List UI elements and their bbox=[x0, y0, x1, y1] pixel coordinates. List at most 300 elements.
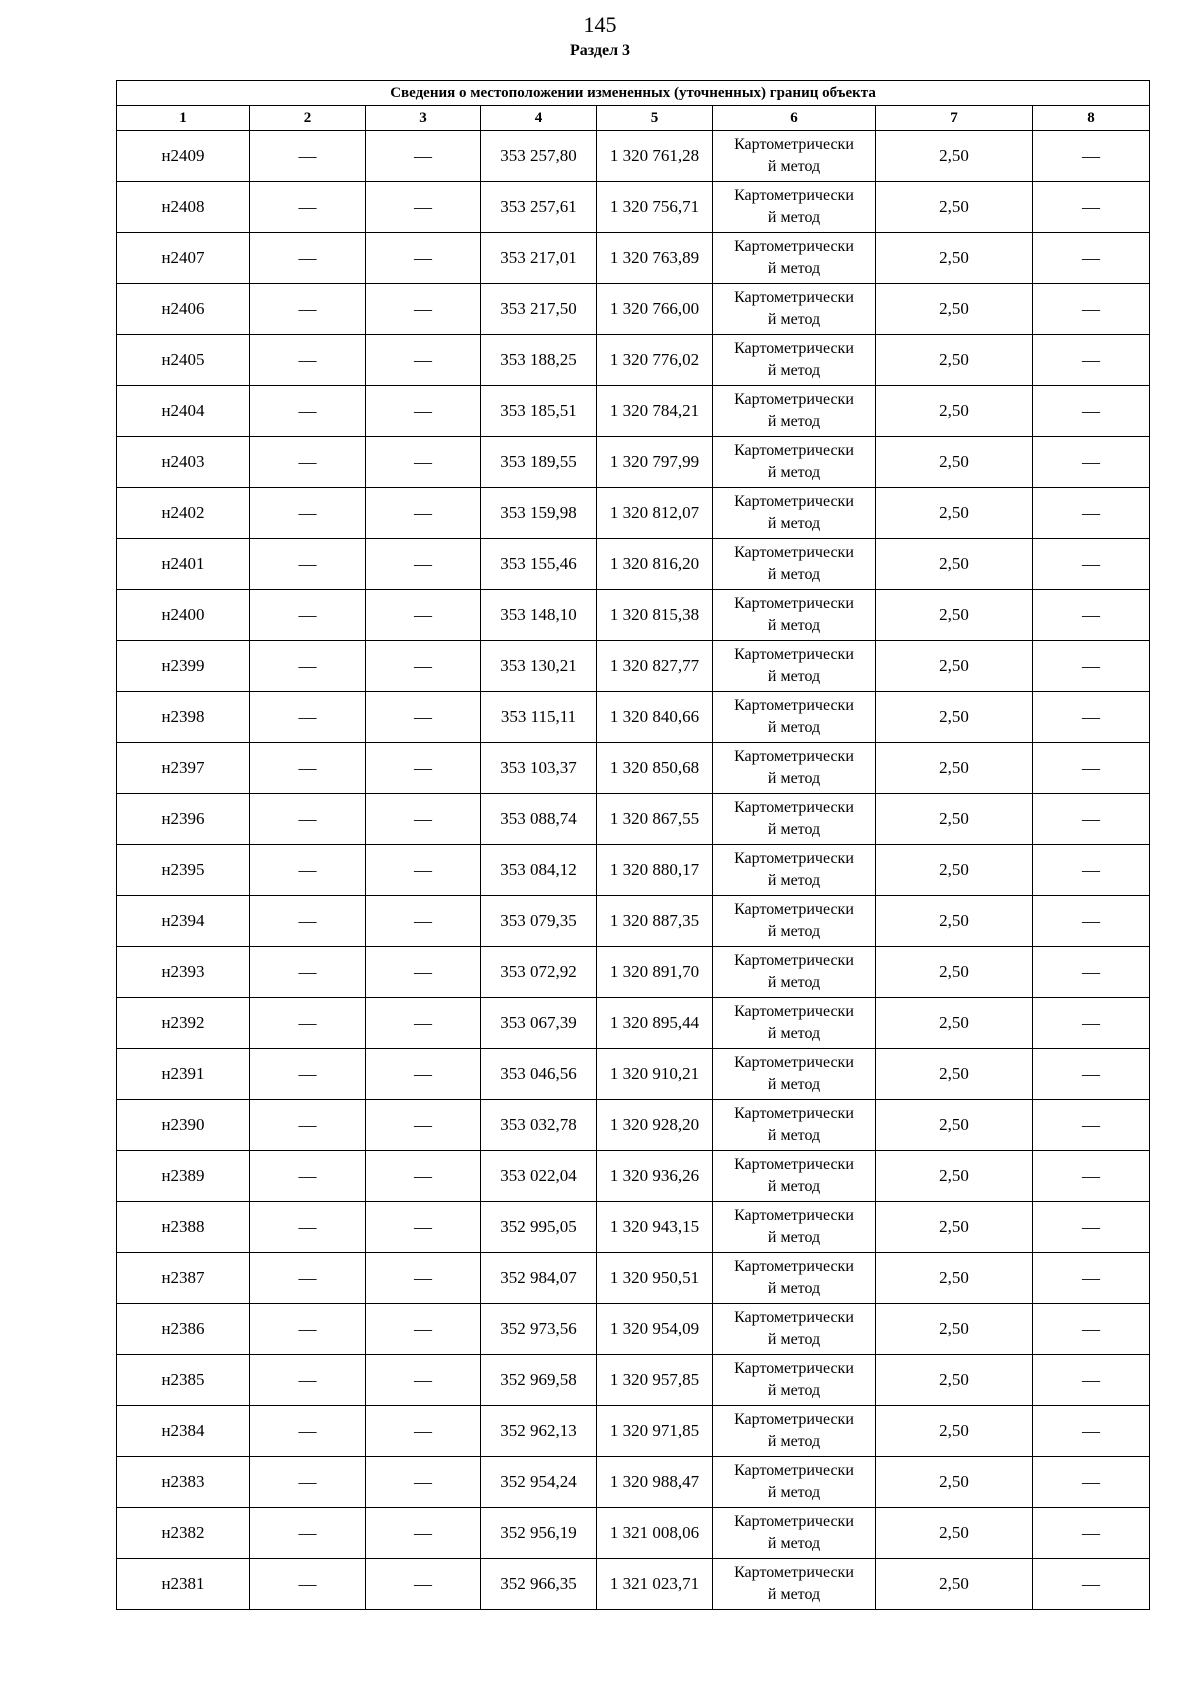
method-text-line1: Картометрически bbox=[734, 850, 854, 867]
point-name-cell: н2408 bbox=[117, 182, 250, 233]
method-cell bbox=[713, 794, 876, 845]
table-row bbox=[117, 1253, 1150, 1304]
method-text-line2: й метод bbox=[767, 1280, 821, 1297]
method-cell bbox=[713, 1100, 876, 1151]
table-row bbox=[117, 692, 1150, 743]
table-row bbox=[117, 590, 1150, 641]
table-row bbox=[117, 998, 1150, 1049]
column-number: 8 bbox=[1033, 106, 1150, 131]
table-row bbox=[117, 1355, 1150, 1406]
point-name-cell: н2403 bbox=[117, 437, 250, 488]
table-row bbox=[117, 1100, 1150, 1151]
dash-cell: — bbox=[366, 845, 481, 896]
point-name-cell: н2392 bbox=[117, 998, 250, 1049]
method-cell bbox=[713, 1151, 876, 1202]
table-row bbox=[117, 1406, 1150, 1457]
dash-cell: — bbox=[1033, 1355, 1150, 1406]
y-coordinate-cell: 1 321 023,71 bbox=[597, 1559, 713, 1610]
dash-cell: — bbox=[250, 1355, 366, 1406]
dash-cell: — bbox=[1033, 692, 1150, 743]
dash-cell: — bbox=[250, 1253, 366, 1304]
column-number: 5 bbox=[597, 106, 713, 131]
method-cell bbox=[713, 1202, 876, 1253]
method-text-line1: Картометрически bbox=[734, 799, 854, 816]
point-name-cell: н2391 bbox=[117, 1049, 250, 1100]
method-text-line2: й метод bbox=[767, 617, 821, 634]
table-row bbox=[117, 437, 1150, 488]
table-caption: Сведения о местоположении измененных (уточненных) границ объекта bbox=[117, 81, 1150, 106]
x-coordinate-cell: 353 155,46 bbox=[481, 539, 597, 590]
dash-cell: — bbox=[366, 1457, 481, 1508]
dash-cell: — bbox=[366, 1508, 481, 1559]
y-coordinate-cell: 1 320 761,28 bbox=[597, 131, 713, 182]
dash-cell: — bbox=[250, 182, 366, 233]
dash-cell: — bbox=[1033, 335, 1150, 386]
y-coordinate-cell: 1 320 840,66 bbox=[597, 692, 713, 743]
table-row bbox=[117, 794, 1150, 845]
dash-cell: — bbox=[250, 1049, 366, 1100]
x-coordinate-cell: 353 103,37 bbox=[481, 743, 597, 794]
method-cell bbox=[713, 386, 876, 437]
section-title: Раздел 3 bbox=[569, 42, 631, 59]
dash-cell: — bbox=[1033, 947, 1150, 998]
dash-cell: — bbox=[250, 896, 366, 947]
y-coordinate-cell: 1 320 763,89 bbox=[597, 233, 713, 284]
dash-cell: — bbox=[366, 896, 481, 947]
x-coordinate-cell: 353 217,01 bbox=[481, 233, 597, 284]
table-row bbox=[117, 182, 1150, 233]
method-text-line1: Картометрически bbox=[734, 1207, 854, 1224]
dash-cell: — bbox=[366, 233, 481, 284]
dash-cell: — bbox=[250, 998, 366, 1049]
y-coordinate-cell: 1 320 816,20 bbox=[597, 539, 713, 590]
x-coordinate-cell: 353 185,51 bbox=[481, 386, 597, 437]
method-text-line1: Картометрически bbox=[734, 136, 854, 153]
dash-cell: — bbox=[1033, 794, 1150, 845]
point-name-cell: н2396 bbox=[117, 794, 250, 845]
dash-cell: — bbox=[1033, 233, 1150, 284]
column-number: 7 bbox=[876, 106, 1033, 131]
point-name-cell: н2382 bbox=[117, 1508, 250, 1559]
method-text-line1: Картометрически bbox=[734, 1564, 854, 1581]
method-text-line1: Картометрически bbox=[734, 1156, 854, 1173]
dash-cell: — bbox=[1033, 1406, 1150, 1457]
dash-cell: — bbox=[366, 1202, 481, 1253]
accuracy-cell: 2,50 bbox=[876, 335, 1033, 386]
method-cell bbox=[713, 1508, 876, 1559]
method-text-line1: Картометрически bbox=[734, 340, 854, 357]
dash-cell: — bbox=[250, 131, 366, 182]
dash-cell: — bbox=[366, 1355, 481, 1406]
point-name-cell: н2393 bbox=[117, 947, 250, 998]
dash-cell: — bbox=[250, 284, 366, 335]
method-text-line2: й метод bbox=[767, 209, 821, 226]
table-row bbox=[117, 845, 1150, 896]
dash-cell: — bbox=[366, 1559, 481, 1610]
method-text-line1: Картометрически bbox=[734, 1054, 854, 1071]
y-coordinate-cell: 1 320 910,21 bbox=[597, 1049, 713, 1100]
point-name-cell: н2400 bbox=[117, 590, 250, 641]
table-row bbox=[117, 386, 1150, 437]
dash-cell: — bbox=[250, 845, 366, 896]
accuracy-cell: 2,50 bbox=[876, 539, 1033, 590]
table-row bbox=[117, 1457, 1150, 1508]
dash-cell: — bbox=[366, 182, 481, 233]
x-coordinate-cell: 353 130,21 bbox=[481, 641, 597, 692]
dash-cell: — bbox=[1033, 1559, 1150, 1610]
dash-cell: — bbox=[366, 386, 481, 437]
accuracy-cell: 2,50 bbox=[876, 437, 1033, 488]
method-text-line2: й метод bbox=[767, 1331, 821, 1348]
method-cell bbox=[713, 437, 876, 488]
dash-cell: — bbox=[366, 641, 481, 692]
x-coordinate-cell: 353 257,80 bbox=[481, 131, 597, 182]
dash-cell: — bbox=[366, 284, 481, 335]
table-row bbox=[117, 1151, 1150, 1202]
dash-cell: — bbox=[1033, 131, 1150, 182]
x-coordinate-cell: 352 969,58 bbox=[481, 1355, 597, 1406]
x-coordinate-cell: 353 257,61 bbox=[481, 182, 597, 233]
x-coordinate-cell: 352 954,24 bbox=[481, 1457, 597, 1508]
method-text-line1: Картометрически bbox=[734, 748, 854, 765]
method-cell bbox=[713, 998, 876, 1049]
table-caption-row bbox=[117, 81, 1150, 106]
dash-cell: — bbox=[366, 998, 481, 1049]
point-name-cell: н2407 bbox=[117, 233, 250, 284]
accuracy-cell: 2,50 bbox=[876, 1406, 1033, 1457]
method-cell bbox=[713, 845, 876, 896]
x-coordinate-cell: 353 067,39 bbox=[481, 998, 597, 1049]
dash-cell: — bbox=[250, 437, 366, 488]
method-text-line2: й метод bbox=[767, 1586, 821, 1603]
y-coordinate-cell: 1 320 815,38 bbox=[597, 590, 713, 641]
method-text-line2: й метод bbox=[767, 1178, 821, 1195]
accuracy-cell: 2,50 bbox=[876, 1304, 1033, 1355]
method-text-line1: Картометрически bbox=[734, 697, 854, 714]
x-coordinate-cell: 352 966,35 bbox=[481, 1559, 597, 1610]
point-name-cell: н2381 bbox=[117, 1559, 250, 1610]
method-text-line2: й метод bbox=[767, 923, 821, 940]
x-coordinate-cell: 352 984,07 bbox=[481, 1253, 597, 1304]
method-text-line1: Картометрически bbox=[734, 1003, 854, 1020]
accuracy-cell: 2,50 bbox=[876, 1100, 1033, 1151]
dash-cell: — bbox=[250, 1559, 366, 1610]
method-text-line1: Картометрически bbox=[734, 1513, 854, 1530]
method-text-line1: Картометрически bbox=[734, 493, 854, 510]
method-cell bbox=[713, 947, 876, 998]
dash-cell: — bbox=[366, 437, 481, 488]
dash-cell: — bbox=[366, 131, 481, 182]
dash-cell: — bbox=[250, 1151, 366, 1202]
table-row bbox=[117, 233, 1150, 284]
method-cell bbox=[713, 488, 876, 539]
accuracy-cell: 2,50 bbox=[876, 1457, 1033, 1508]
method-cell bbox=[713, 641, 876, 692]
dash-cell: — bbox=[1033, 437, 1150, 488]
method-text-line2: й метод bbox=[767, 770, 821, 787]
y-coordinate-cell: 1 320 943,15 bbox=[597, 1202, 713, 1253]
method-cell bbox=[713, 692, 876, 743]
point-name-cell: н2388 bbox=[117, 1202, 250, 1253]
accuracy-cell: 2,50 bbox=[876, 284, 1033, 335]
column-number: 1 bbox=[117, 106, 250, 131]
dash-cell: — bbox=[366, 1304, 481, 1355]
y-coordinate-cell: 1 320 797,99 bbox=[597, 437, 713, 488]
dash-cell: — bbox=[1033, 1508, 1150, 1559]
dash-cell: — bbox=[250, 335, 366, 386]
dash-cell: — bbox=[366, 590, 481, 641]
dash-cell: — bbox=[1033, 1049, 1150, 1100]
method-text-line1: Картометрически bbox=[734, 442, 854, 459]
dash-cell: — bbox=[1033, 386, 1150, 437]
method-cell bbox=[713, 1457, 876, 1508]
method-cell bbox=[713, 335, 876, 386]
accuracy-cell: 2,50 bbox=[876, 1253, 1033, 1304]
y-coordinate-cell: 1 320 895,44 bbox=[597, 998, 713, 1049]
y-coordinate-cell: 1 320 971,85 bbox=[597, 1406, 713, 1457]
accuracy-cell: 2,50 bbox=[876, 386, 1033, 437]
boundary-coordinates-table bbox=[116, 80, 1150, 1610]
point-name-cell: н2390 bbox=[117, 1100, 250, 1151]
method-text-line1: Картометрически bbox=[734, 1411, 854, 1428]
x-coordinate-cell: 353 088,74 bbox=[481, 794, 597, 845]
x-coordinate-cell: 353 022,04 bbox=[481, 1151, 597, 1202]
x-coordinate-cell: 353 079,35 bbox=[481, 896, 597, 947]
point-name-cell: н2394 bbox=[117, 896, 250, 947]
method-text-line1: Картометрически bbox=[734, 1462, 854, 1479]
y-coordinate-cell: 1 320 928,20 bbox=[597, 1100, 713, 1151]
point-name-cell: н2384 bbox=[117, 1406, 250, 1457]
dash-cell: — bbox=[366, 692, 481, 743]
accuracy-cell: 2,50 bbox=[876, 998, 1033, 1049]
accuracy-cell: 2,50 bbox=[876, 488, 1033, 539]
y-coordinate-cell: 1 320 850,68 bbox=[597, 743, 713, 794]
method-text-line2: й метод bbox=[767, 719, 821, 736]
table-row bbox=[117, 1202, 1150, 1253]
column-number-row bbox=[117, 106, 1150, 131]
method-text-line1: Картометрически bbox=[734, 238, 854, 255]
dash-cell: — bbox=[250, 947, 366, 998]
x-coordinate-cell: 353 217,50 bbox=[481, 284, 597, 335]
point-name-cell: н2389 bbox=[117, 1151, 250, 1202]
dash-cell: — bbox=[250, 641, 366, 692]
method-cell bbox=[713, 1406, 876, 1457]
method-text-line1: Картометрически bbox=[734, 289, 854, 306]
method-text-line2: й метод bbox=[767, 872, 821, 889]
method-cell bbox=[713, 1559, 876, 1610]
method-cell bbox=[713, 233, 876, 284]
x-coordinate-cell: 353 072,92 bbox=[481, 947, 597, 998]
dash-cell: — bbox=[1033, 1304, 1150, 1355]
method-text-line1: Картометрически bbox=[734, 1309, 854, 1326]
method-text-line2: й метод bbox=[767, 1025, 821, 1042]
method-cell bbox=[713, 1304, 876, 1355]
accuracy-cell: 2,50 bbox=[876, 794, 1033, 845]
method-text-line1: Картометрически bbox=[734, 901, 854, 918]
table-body bbox=[117, 131, 1150, 1610]
dash-cell: — bbox=[366, 335, 481, 386]
dash-cell: — bbox=[366, 488, 481, 539]
accuracy-cell: 2,50 bbox=[876, 1508, 1033, 1559]
column-number: 2 bbox=[250, 106, 366, 131]
page-number: 145 bbox=[583, 12, 617, 37]
method-text-line2: й метод bbox=[767, 1535, 821, 1552]
table-row bbox=[117, 743, 1150, 794]
point-name-cell: н2402 bbox=[117, 488, 250, 539]
dash-cell: — bbox=[366, 539, 481, 590]
method-text-line2: й метод bbox=[767, 413, 821, 430]
y-coordinate-cell: 1 320 988,47 bbox=[597, 1457, 713, 1508]
method-cell bbox=[713, 539, 876, 590]
method-text-line2: й метод bbox=[767, 1484, 821, 1501]
accuracy-cell: 2,50 bbox=[876, 743, 1033, 794]
point-name-cell: н2387 bbox=[117, 1253, 250, 1304]
dash-cell: — bbox=[366, 1049, 481, 1100]
dash-cell: — bbox=[250, 794, 366, 845]
dash-cell: — bbox=[1033, 1100, 1150, 1151]
method-cell bbox=[713, 896, 876, 947]
method-text-line2: й метод bbox=[767, 974, 821, 991]
method-text-line1: Картометрически bbox=[734, 1258, 854, 1275]
point-name-cell: н2406 bbox=[117, 284, 250, 335]
method-cell bbox=[713, 743, 876, 794]
y-coordinate-cell: 1 320 776,02 bbox=[597, 335, 713, 386]
dash-cell: — bbox=[366, 794, 481, 845]
table-row bbox=[117, 896, 1150, 947]
dash-cell: — bbox=[1033, 896, 1150, 947]
point-name-cell: н2401 bbox=[117, 539, 250, 590]
y-coordinate-cell: 1 320 880,17 bbox=[597, 845, 713, 896]
x-coordinate-cell: 352 995,05 bbox=[481, 1202, 597, 1253]
method-cell bbox=[713, 590, 876, 641]
x-coordinate-cell: 353 159,98 bbox=[481, 488, 597, 539]
table-row bbox=[117, 947, 1150, 998]
dash-cell: — bbox=[366, 1151, 481, 1202]
accuracy-cell: 2,50 bbox=[876, 896, 1033, 947]
method-text-line1: Картометрически bbox=[734, 952, 854, 969]
method-text-line2: й метод bbox=[767, 1229, 821, 1246]
method-text-line2: й метод bbox=[767, 1076, 821, 1093]
method-text-line2: й метод bbox=[767, 1127, 821, 1144]
method-text-line2: й метод bbox=[767, 1382, 821, 1399]
dash-cell: — bbox=[1033, 590, 1150, 641]
table-row bbox=[117, 1508, 1150, 1559]
accuracy-cell: 2,50 bbox=[876, 233, 1033, 284]
dash-cell: — bbox=[1033, 641, 1150, 692]
y-coordinate-cell: 1 320 766,00 bbox=[597, 284, 713, 335]
x-coordinate-cell: 352 962,13 bbox=[481, 1406, 597, 1457]
dash-cell: — bbox=[366, 1406, 481, 1457]
accuracy-cell: 2,50 bbox=[876, 1355, 1033, 1406]
table-row bbox=[117, 1049, 1150, 1100]
method-text-line2: й метод bbox=[767, 668, 821, 685]
x-coordinate-cell: 353 046,56 bbox=[481, 1049, 597, 1100]
dash-cell: — bbox=[1033, 539, 1150, 590]
method-cell bbox=[713, 1355, 876, 1406]
method-text-line1: Картометрически bbox=[734, 1360, 854, 1377]
accuracy-cell: 2,50 bbox=[876, 1151, 1033, 1202]
y-coordinate-cell: 1 320 954,09 bbox=[597, 1304, 713, 1355]
x-coordinate-cell: 353 115,11 bbox=[481, 692, 597, 743]
method-cell bbox=[713, 284, 876, 335]
point-name-cell: н2383 bbox=[117, 1457, 250, 1508]
point-name-cell: н2395 bbox=[117, 845, 250, 896]
dash-cell: — bbox=[250, 1508, 366, 1559]
method-text-line1: Картометрически bbox=[734, 544, 854, 561]
point-name-cell: н2405 bbox=[117, 335, 250, 386]
point-name-cell: н2398 bbox=[117, 692, 250, 743]
dash-cell: — bbox=[366, 1253, 481, 1304]
dash-cell: — bbox=[366, 947, 481, 998]
dash-cell: — bbox=[1033, 998, 1150, 1049]
dash-cell: — bbox=[250, 1304, 366, 1355]
table-row bbox=[117, 131, 1150, 182]
method-text-line2: й метод bbox=[767, 158, 821, 175]
dash-cell: — bbox=[366, 743, 481, 794]
dash-cell: — bbox=[1033, 845, 1150, 896]
x-coordinate-cell: 352 973,56 bbox=[481, 1304, 597, 1355]
dash-cell: — bbox=[366, 1100, 481, 1151]
method-text-line2: й метод bbox=[767, 362, 821, 379]
y-coordinate-cell: 1 320 957,85 bbox=[597, 1355, 713, 1406]
x-coordinate-cell: 353 189,55 bbox=[481, 437, 597, 488]
dash-cell: — bbox=[1033, 488, 1150, 539]
method-text-line2: й метод bbox=[767, 821, 821, 838]
column-number: 3 bbox=[366, 106, 481, 131]
method-cell bbox=[713, 1253, 876, 1304]
accuracy-cell: 2,50 bbox=[876, 1559, 1033, 1610]
method-text-line1: Картометрически bbox=[734, 646, 854, 663]
method-text-line2: й метод bbox=[767, 260, 821, 277]
accuracy-cell: 2,50 bbox=[876, 590, 1033, 641]
method-text-line1: Картометрически bbox=[734, 595, 854, 612]
method-text-line1: Картометрически bbox=[734, 1105, 854, 1122]
point-name-cell: н2397 bbox=[117, 743, 250, 794]
dash-cell: — bbox=[1033, 743, 1150, 794]
y-coordinate-cell: 1 320 827,77 bbox=[597, 641, 713, 692]
table-row bbox=[117, 335, 1150, 386]
method-text-line2: й метод bbox=[767, 311, 821, 328]
dash-cell: — bbox=[250, 488, 366, 539]
y-coordinate-cell: 1 320 936,26 bbox=[597, 1151, 713, 1202]
dash-cell: — bbox=[1033, 1151, 1150, 1202]
table-row bbox=[117, 488, 1150, 539]
method-text-line2: й метод bbox=[767, 1433, 821, 1450]
method-text-line2: й метод bbox=[767, 464, 821, 481]
y-coordinate-cell: 1 320 812,07 bbox=[597, 488, 713, 539]
y-coordinate-cell: 1 320 784,21 bbox=[597, 386, 713, 437]
dash-cell: — bbox=[250, 1100, 366, 1151]
y-coordinate-cell: 1 320 887,35 bbox=[597, 896, 713, 947]
accuracy-cell: 2,50 bbox=[876, 692, 1033, 743]
point-name-cell: н2386 bbox=[117, 1304, 250, 1355]
method-cell bbox=[713, 182, 876, 233]
point-name-cell: н2404 bbox=[117, 386, 250, 437]
accuracy-cell: 2,50 bbox=[876, 641, 1033, 692]
dash-cell: — bbox=[250, 1406, 366, 1457]
dash-cell: — bbox=[250, 1457, 366, 1508]
column-number: 4 bbox=[481, 106, 597, 131]
accuracy-cell: 2,50 bbox=[876, 131, 1033, 182]
dash-cell: — bbox=[250, 539, 366, 590]
method-text-line1: Картометрически bbox=[734, 187, 854, 204]
x-coordinate-cell: 353 032,78 bbox=[481, 1100, 597, 1151]
dash-cell: — bbox=[250, 1202, 366, 1253]
method-text-line2: й метод bbox=[767, 566, 821, 583]
y-coordinate-cell: 1 321 008,06 bbox=[597, 1508, 713, 1559]
dash-cell: — bbox=[1033, 182, 1150, 233]
dash-cell: — bbox=[250, 590, 366, 641]
